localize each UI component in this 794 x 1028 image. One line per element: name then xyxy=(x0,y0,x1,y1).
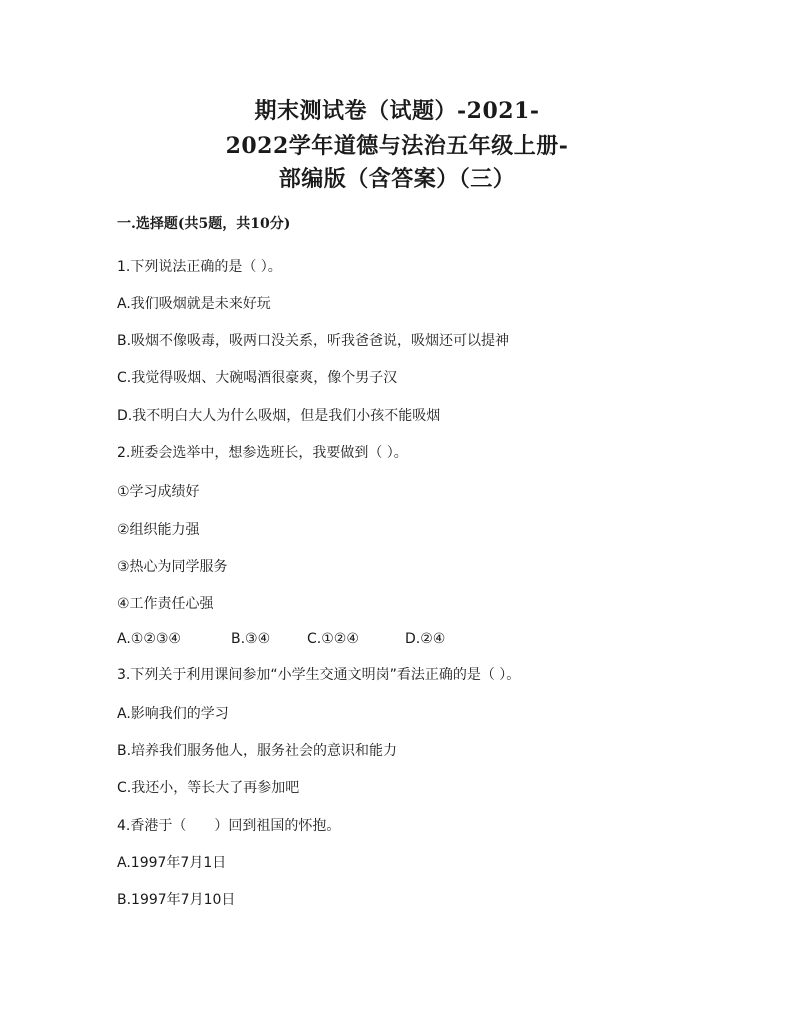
question-2-option-c: C.①②④ xyxy=(307,631,359,647)
question-2-option-a: A.①②③④ xyxy=(117,631,181,647)
document-title-line-2: 2022学年道德与法治五年级上册- xyxy=(225,133,569,159)
question-2-options-row xyxy=(117,631,445,647)
question-4-option-b: B.1997年7月10日 xyxy=(117,892,236,908)
question-1-option-b: B.吸烟不像吸毒，吸两口没关系，听我爸爸说，吸烟还可以提神 xyxy=(117,333,510,349)
document-title-line-3: 部编版（含答案）（三） xyxy=(278,166,516,192)
question-2-stem: 2.班委会选举中，想参选班长，我要做到（ ）。 xyxy=(117,445,408,461)
document-title-line-1: 期末测试卷（试题）-2021- xyxy=(254,98,540,124)
question-4-option-a: A.1997年7月1日 xyxy=(117,855,227,871)
question-1-stem: 1.下列说法正确的是（ ）。 xyxy=(117,259,282,275)
question-2-item-1: ①学习成绩好 xyxy=(117,484,200,500)
section-heading: 一.选择题(共5题，共10分) xyxy=(117,216,291,232)
question-1-option-c: C.我觉得吸烟、大碗喝酒很豪爽，像个男子汉 xyxy=(117,370,398,386)
question-3-option-b: B.培养我们服务他人，服务社会的意识和能力 xyxy=(117,743,398,759)
question-4-stem: 4.香港于（ ）回到祖国的怀抱。 xyxy=(117,818,341,834)
question-2-item-4: ④工作责任心强 xyxy=(117,596,214,612)
question-2-option-d: D.②④ xyxy=(405,631,446,647)
question-3-stem: 3.下列关于利用课间参加“小学生交通文明岗”看法正确的是（ ）。 xyxy=(117,667,521,683)
question-3-option-c: C.我还小，等长大了再参加吧 xyxy=(117,780,300,796)
question-2-item-3: ③热心为同学服务 xyxy=(117,559,228,575)
question-2-option-b: B.③④ xyxy=(231,631,271,647)
question-1-option-d: D.我不明白大人为什么吸烟，但是我们小孩不能吸烟 xyxy=(117,408,441,424)
question-1-option-a: A.我们吸烟就是未来好玩 xyxy=(117,296,271,312)
question-3-option-a: A.影响我们的学习 xyxy=(117,706,229,722)
question-2-item-2: ②组织能力强 xyxy=(117,522,200,538)
